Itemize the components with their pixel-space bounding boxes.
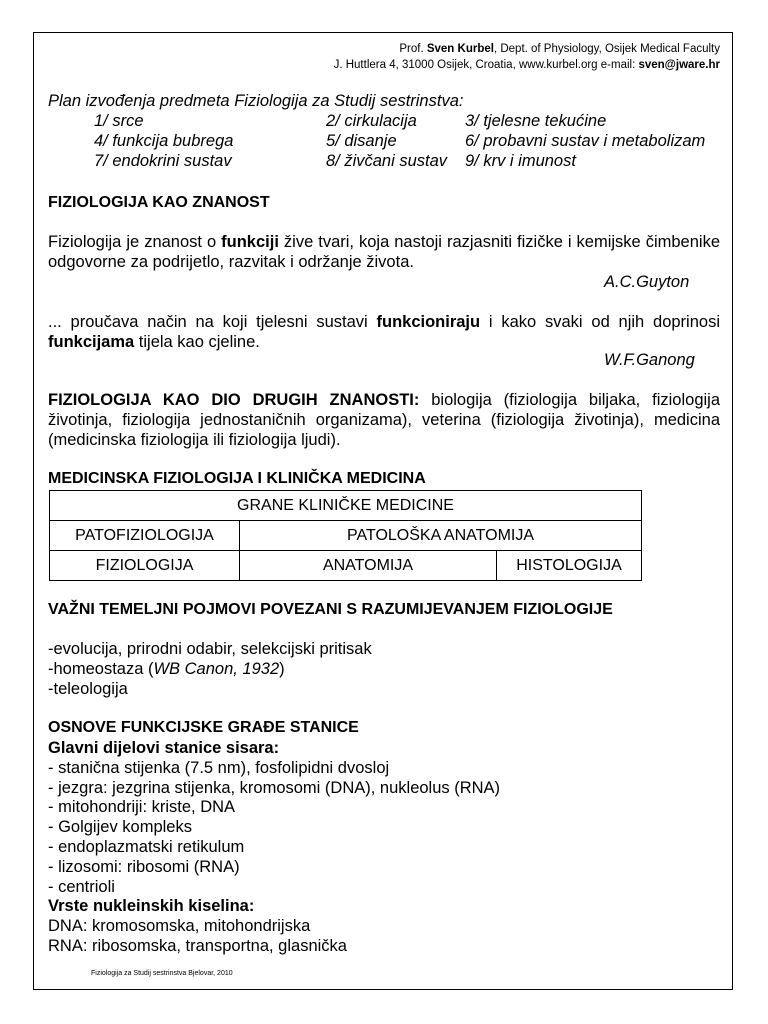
section-heading-other-sciences: FIZIOLOGIJA KAO DIO DRUGIH ZNANOSTI: — [48, 391, 420, 409]
subheading-cell-parts: Glavni dijelovi stanice sisara: — [48, 739, 280, 757]
header-address: J. Huttlera 4, 31000 Osijek, Croatia, www.kurbel.org e-mail: — [333, 59, 639, 71]
author-email[interactable]: sven@jware.hr — [638, 59, 720, 71]
concepts-list — [48, 640, 372, 699]
author-name: Sven Kurbel — [426, 43, 494, 55]
table-row — [50, 491, 642, 521]
section-heading-concepts: VAŽNI TEMELJNI POJMOVI POVEZANI S RAZUMIJEVANJEM FIZIOLOGIJE — [48, 601, 613, 618]
plan-item: 1/ srce — [94, 112, 144, 130]
citation-ganong: W.F.Ganong — [604, 351, 695, 369]
list-item: - jezgra: jezgrina stijenka, kromosomi (DNA), nukleolus (RNA) — [48, 778, 501, 797]
emphasis-funkcijama: funkcijama — [48, 333, 135, 351]
header-line-2 — [334, 59, 720, 71]
table-cell: FIZIOLOGIJA — [50, 551, 240, 581]
list-item: - mitohondriji: kriste, DNA — [48, 798, 236, 817]
table-row — [50, 521, 642, 551]
list-item: - endoplazmatski retikulum — [48, 837, 245, 856]
header-affiliation: , Dept. of Physiology, Osijek Medical Faculty — [493, 43, 720, 55]
plan-item: 7/ endokrini sustav — [94, 152, 232, 170]
table-header-cell: GRANE KLINIČKE MEDICINE — [50, 491, 642, 521]
text-fragment: tijela kao cjeline. — [134, 333, 260, 351]
table-cell: PATOFIZIOLOGIJA — [50, 521, 240, 551]
table-cell: ANATOMIJA — [240, 551, 497, 581]
plan-item: 9/ krv i imunost — [465, 152, 576, 170]
citation-canon: WB Canon, 1932 — [153, 659, 280, 678]
plan-item: 2/ cirkulacija — [326, 112, 417, 130]
plan-item: 8/ živčani sustav — [326, 152, 448, 170]
page-footer: Fiziologija za Studij sestrinstva Bjelovar, 2010 — [91, 970, 233, 977]
table-row — [50, 551, 642, 581]
plan-title: Plan izvođenja predmeta Fiziologija za Studij sestrinstva: — [48, 92, 464, 110]
table-cell: HISTOLOGIJA — [497, 551, 642, 581]
plan-item: 4/ funkcija bubrega — [94, 132, 234, 150]
header-prefix: Prof. — [399, 43, 427, 55]
section-other-sciences — [48, 390, 720, 450]
text-fragment: Fiziologija je znanost o — [48, 233, 222, 251]
clinical-branches-table — [49, 490, 642, 581]
page-frame — [33, 32, 733, 990]
table-cell: PATOLOŠKA ANATOMIJA — [240, 521, 642, 551]
text-fragment: -homeostaza ( — [48, 659, 154, 678]
list-item: - lizosomi: ribosomi (RNA) — [48, 857, 240, 876]
definition-guyton — [48, 232, 720, 272]
citation-guyton: A.C.Guyton — [604, 273, 690, 291]
text-fragment: ) — [279, 659, 285, 678]
plan-item: 6/ probavni sustav i metabolizam — [465, 132, 706, 150]
cell-parts-list — [48, 739, 500, 957]
plan-item: 5/ disanje — [326, 132, 397, 150]
list-item: - stanična stijenka (7.5 nm), fosfolipidni dvosloj — [48, 758, 390, 777]
section-heading-cell: OSNOVE FUNKCIJSKE GRAĐE STANICE — [48, 719, 359, 736]
definition-ganong — [48, 312, 720, 352]
plan-item: 3/ tjelesne tekućine — [465, 112, 607, 130]
list-item: -evolucija, prirodni odabir, selekcijski pritisak — [48, 640, 372, 658]
list-item: DNA: kromosomska, mitohondrijska — [48, 917, 311, 936]
text-fragment: biologija (fiziologija biljaka, fiziologija životinja, fiziologija jednostaničnih organizama), veterina (fiziologija životinja), medicina (medicinska fiziologija ili fiziologija ljudi). — [48, 391, 720, 449]
list-item — [48, 660, 372, 680]
emphasis-funkciji: funkciji — [221, 233, 279, 251]
text-fragment: i kako svaki od njih doprinosi — [480, 313, 720, 331]
list-item: - Golgijev kompleks — [48, 818, 192, 837]
list-item: -teleologija — [48, 679, 128, 698]
section-heading-clinical: MEDICINSKA FIZIOLOGIJA I KLINIČKA MEDICINA — [48, 470, 426, 487]
section-heading-science: FIZIOLOGIJA KAO ZNANOST — [48, 194, 270, 211]
list-item: RNA: ribosomska, transportna, glasnička — [48, 936, 347, 955]
header-line-1 — [399, 43, 720, 55]
list-item: - centrioli — [48, 877, 115, 896]
subheading-nucleic-acids: Vrste nukleinskih kiselina: — [48, 897, 255, 916]
emphasis-funkcioniraju: funkcioniraju — [376, 313, 481, 331]
text-fragment: žive tvari, koja nastoji razjasniti fizičke i kemijske čimbenike odgovorne za podrijetlo, razvitak i održanje života. — [48, 233, 720, 271]
text-fragment: ... proučava način na koji tjelesni sustavi — [48, 313, 377, 331]
